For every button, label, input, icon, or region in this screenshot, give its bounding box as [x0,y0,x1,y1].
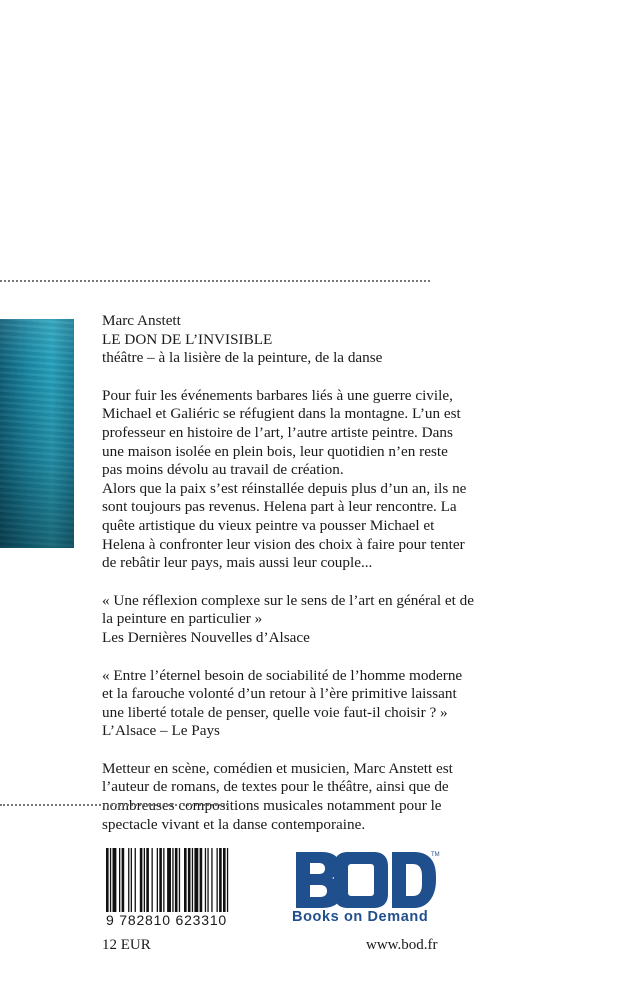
synopsis-line: Michael et Galiéric se réfugient dans la montagne. L’un est [102,405,461,423]
barcode-bar [175,848,178,914]
synopsis-line: quête artistique du vieux peintre va pousser Michael et [102,516,435,534]
barcode-bar [113,848,117,914]
trademark-mark: TM [431,852,440,858]
bod-tagline: Books on Demand [292,909,429,925]
bio-line: Metteur en scène, comédien et musicien, Marc Anstett est [102,759,453,777]
synopsis-line: sont toujours pas revenus. Helena part à leur rencontre. La [102,498,457,516]
bio-line: l’auteur de romans, de textes pour le théâtre, ainsi que de [102,778,449,796]
synopsis-line: Helena à confronter leur vision des choix à faire pour tenter [102,535,465,553]
press-quote [102,592,522,648]
barcode-bar [140,848,143,914]
price-label: 12 EUR [102,937,151,953]
barcode-bar [172,848,173,914]
synopsis-line: pas moins dévolu au travail de création. [102,461,344,479]
quote-line: la peinture en particulier » [102,610,263,628]
barcode-bar [157,848,158,914]
book-title: LE DON DE L’INVISIBLE [102,330,273,348]
book-subtitle: théâtre – à la lisière de la peinture, de la danse [102,349,383,367]
bio-line: nombreuses compositions musicales notamment pour le [102,797,442,815]
barcode-bar [128,848,129,914]
press-quote [102,667,522,741]
back-cover-text [102,312,522,834]
barcode-bar [200,848,203,914]
quote-line: une liberté totale de penser, quelle voie faut-il choisir ? » [102,703,448,721]
barcode-bar [194,848,198,914]
quote-line: « Une réflexion complexe sur le sens de l’art en général et de [102,591,474,609]
barcode-bar [131,848,132,914]
barcode-bar [205,848,206,914]
dotted-divider-bottom [0,804,228,806]
quote-source: L’Alsace – Le Pays [102,722,220,740]
barcode-bar [122,848,125,914]
cover-painting-image [0,319,74,548]
barcode-bar [217,848,218,914]
synopsis-line: Alors que la paix s’est réinstallée depuis plus d’un an, ils ne [102,479,467,497]
barcode-bar [163,848,164,914]
barcode-bar [219,848,222,914]
barcode-bar [159,848,162,914]
synopsis-line: professeur en histoire de l’art, l’autre artiste peintre. Dans [102,423,453,441]
barcode-bar [184,848,187,914]
barcode-bar [135,848,136,914]
barcode-bar [192,848,193,914]
barcode-bar [207,848,208,914]
barcode-bar [119,848,120,914]
barcode-bar [179,848,180,914]
barcode-bar [144,848,145,914]
synopsis-line: une maison isolée en plein bois, leur quotidien n’en reste [102,442,448,460]
author-bio [102,760,522,834]
barcode-bar [146,848,149,914]
publisher-website: www.bod.fr [366,937,438,953]
bod-logo-letter-o [334,852,388,908]
barcode-bar [188,848,191,914]
barcode-bar [211,848,212,914]
barcode-digits: 9 782810 623310 [102,912,272,928]
synopsis [102,387,522,573]
quote-source: Les Dernières Nouvelles d’Alsace [102,628,310,646]
bio-line: spectacle vivant et la danse contemporaine. [102,815,366,833]
barcode-bar [152,848,153,914]
quote-line: et la farouche volonté d’un retour à l’ère primitive laissant [102,685,457,703]
synopsis-line: de rebâtir leur pays, mais aussi leur couple... [102,554,373,572]
dotted-divider-top [0,280,430,282]
author-name: Marc Anstett [102,312,181,329]
synopsis-line: Pour fuir les événements barbares liés à une guerre civile, [102,386,453,404]
quote-line: « Entre l’éternel besoin de sociabilité de l’homme moderne [102,666,463,684]
bod-logo-letter-d [392,852,436,908]
